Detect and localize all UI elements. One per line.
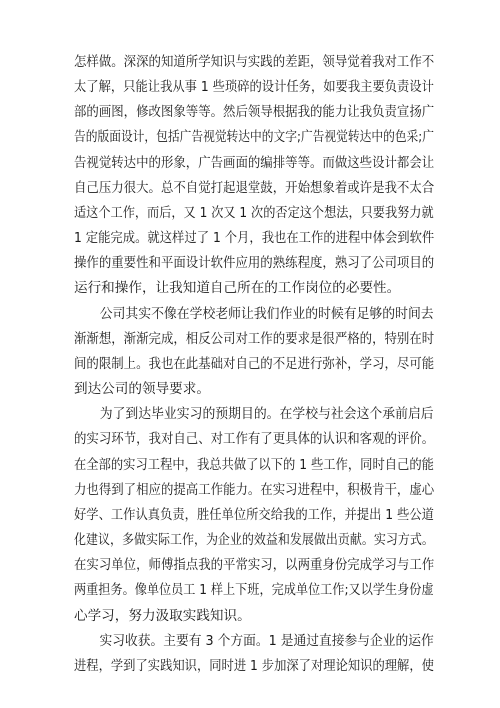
text-line: 太了解，只能让我从事 1 些琐碎的设计任务，如要我主要负责设计 (74, 79, 434, 95)
text-line: 力也得到了相应的提高工作能力。在实习进程中，积极肯干，虚心 (74, 482, 434, 498)
text-line: 渐渐想，渐渐完成，相反公司对工作的要求是很严格的，特别在时 (74, 331, 434, 347)
text-line: 1 定能完成。就这样过了 1 个月，我也在工作的进程中体会到软件 (74, 230, 434, 246)
text-line: 告视觉转达中的形象，广告画面的编排等等。而做这些设计都会让 (74, 155, 434, 171)
document-page (74, 0, 434, 708)
text-line: 运行和操作，让我知道自己所在的工作岗位的必要性。 (74, 280, 401, 296)
text-line: 到达公司的领导要求。 (74, 381, 210, 397)
text-line: 在全部的实习工程中，我总共做了以下的 1 些工作，同时自己的能 (74, 457, 434, 473)
text-line: 化建议，多做实际工作，为企业的效益和发展做出贡献。实习方式。 (74, 532, 434, 548)
text-line: 好学、工作认真负责，胜任单位所交给我的工作，并提出 1 些公道 (74, 507, 434, 523)
text-line: 部的画图，修改图象等等。然后领导根据我的能力让我负责宣扬广 (74, 104, 434, 120)
text-line: 在实习单位，师傅指点我的平常实习，以两重身份完成学习与工作 (74, 557, 434, 573)
text-line: 两重担务。像单位员工 1 样上下班，完成单位工作;又以学生身份虚 (74, 582, 434, 598)
text-line: 为了到达毕业实习的预期目的。在学校与社会这个承前启后 (74, 406, 434, 422)
text-line: 适这个工作，而后，又 1 次又 1 次的否定这个想法，只要我努力就 (74, 205, 434, 221)
text-line: 心学习，努力汲取实践知识。 (74, 608, 251, 624)
text-line: 怎样做。深深的知道所学知识与实践的差距，领导觉着我对工作不 (74, 54, 434, 70)
text-line: 的实习环节，我对自己、对工作有了更具体的认识和客观的评价。 (74, 431, 434, 447)
text-line: 实习收获。主要有 3 个方面。1 是通过直接参与企业的运作 (74, 633, 434, 649)
text-line: 间的限制上。我也在此基础对自己的不足进行弥补，学习，尽可能 (74, 356, 434, 372)
text-line: 告的版面设计，包括广告视觉转达中的文字;广告视觉转达中的色采;广 (74, 129, 434, 145)
text-line: 进程，学到了实践知识，同时进 1 步加深了对理论知识的理解，使 (74, 658, 434, 674)
text-line: 自己压力很大。总不自觉打起退堂鼓，开始想象着或许是我不太合 (74, 180, 434, 196)
text-line: 公司其实不像在学校老师让我们作业的时候有足够的时间去 (74, 306, 434, 322)
text-line: 操作的重要性和平面设计软件应用的熟练程度，熟习了公司项目的 (74, 255, 434, 271)
